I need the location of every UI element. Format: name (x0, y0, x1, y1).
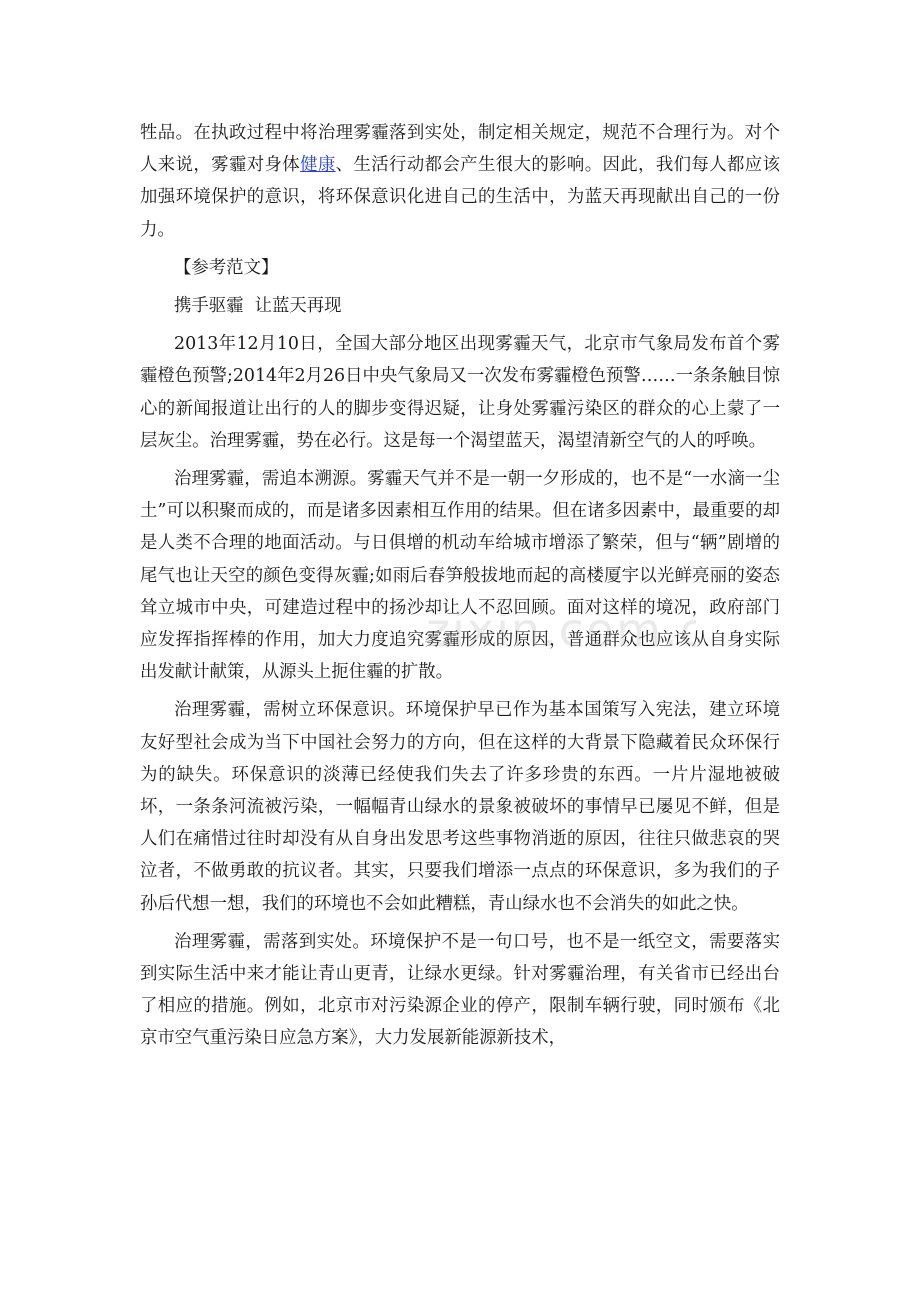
paragraph-intro: 2013年12月10日，全国大部分地区出现雾霾天气，北京市气象局发布首个雾霾橙色预警;2014年2月26日中央气象局又一次发布雾霾橙色预警……一条条触目惊心的新闻报道让出行的人的脚步变得迟疑，让身处雾霾污染区的群众的心上蒙了一层灰尘。治理雾霾，势在必行。这是每一个渴望蓝天，渴望清新空气的人的呼唤。 (140, 334, 780, 451)
paragraph-continuation (140, 117, 780, 246)
paragraph-trace-source: 治理雾霾，需追本溯源。雾霾天气并不是一朝一夕形成的，也不是“一水滴一尘土”可以积聚而成的，而是诸多因素相互作用的结果。但在诸多因素中，最重要的却是人类不合理的地面活动。与日俱增的机动车给城市增添了繁荣，但与“辆”剧增的尾气也让天空的颜色变得灰霾;如雨后春笋般拔地而起的高楼厦宇以光鲜亮丽的姿态耸立城市中央，可建造过程中的扬沙却让人不忍回顾。面对这样的境况，政府部门应发挥指挥棒的作用，加大力度追究雾霾形成的原因，普通群众也应该从自身实际出发献计献策，从源头上扼住霾的扩散。 (140, 469, 780, 683)
essay-title: 携手驱霾 让蓝天再现 (174, 296, 342, 317)
section-heading: 【参考范文】 (174, 257, 279, 278)
paragraph-text: 、生活行动都会产生很大的影响。因此，我们每人都应该加强环境保护的意识，将环保意识化进自己的生活中，为蓝天再现献出自己的一份力。 (140, 155, 780, 240)
paragraph-implementation: 治理雾霾，需落到实处。环境保护不是一句口号，也不是一纸空文，需要落实到实际生活中来才能让青山更青，让绿水更绿。针对雾霾治理，有关省市已经出台了相应的措施。例如，北京市对污染源企业的停产，限制车辆行驶，同时颁布《北京市空气重污染日应急方案》，大力发展新能源新技术， (140, 931, 780, 1049)
paragraph-text: 牲品。在执政过程中将治理雾霾落到实处，制定相关规定，规范不合理行为。对个人来说，雾霾对身体 (140, 123, 780, 176)
paragraph-environmental-awareness: 治理雾霾，需树立环保意识。环境保护早已作为基本国策写入宪法，建立环境友好型社会成为当下中国社会努力的方向，但在这样的大背景下隐藏着民众环保行为的缺失。环保意识的淡薄已经使我们失去了许多珍贵的东西。一片片湿地被破坏，一条条河流被污染，一幅幅青山绿水的景象被破坏的事情早已屡见不鲜，但是人们在痛惜过往时却没有从自身出发思考这些事物消逝的原因，往往只做悲哀的哭泣者，不做勇敢的抗议者。其实，只要我们增添一点点的环保意识，多为我们的子孙后代想一想，我们的环境也不会如此糟糕，青山绿水也不会消失的如此之快。 (140, 700, 780, 914)
health-link[interactable]: 健康 (300, 155, 336, 176)
svg-text:zixin.com.cn: zixin.com.c (426, 603, 696, 657)
document-body (140, 117, 780, 1061)
